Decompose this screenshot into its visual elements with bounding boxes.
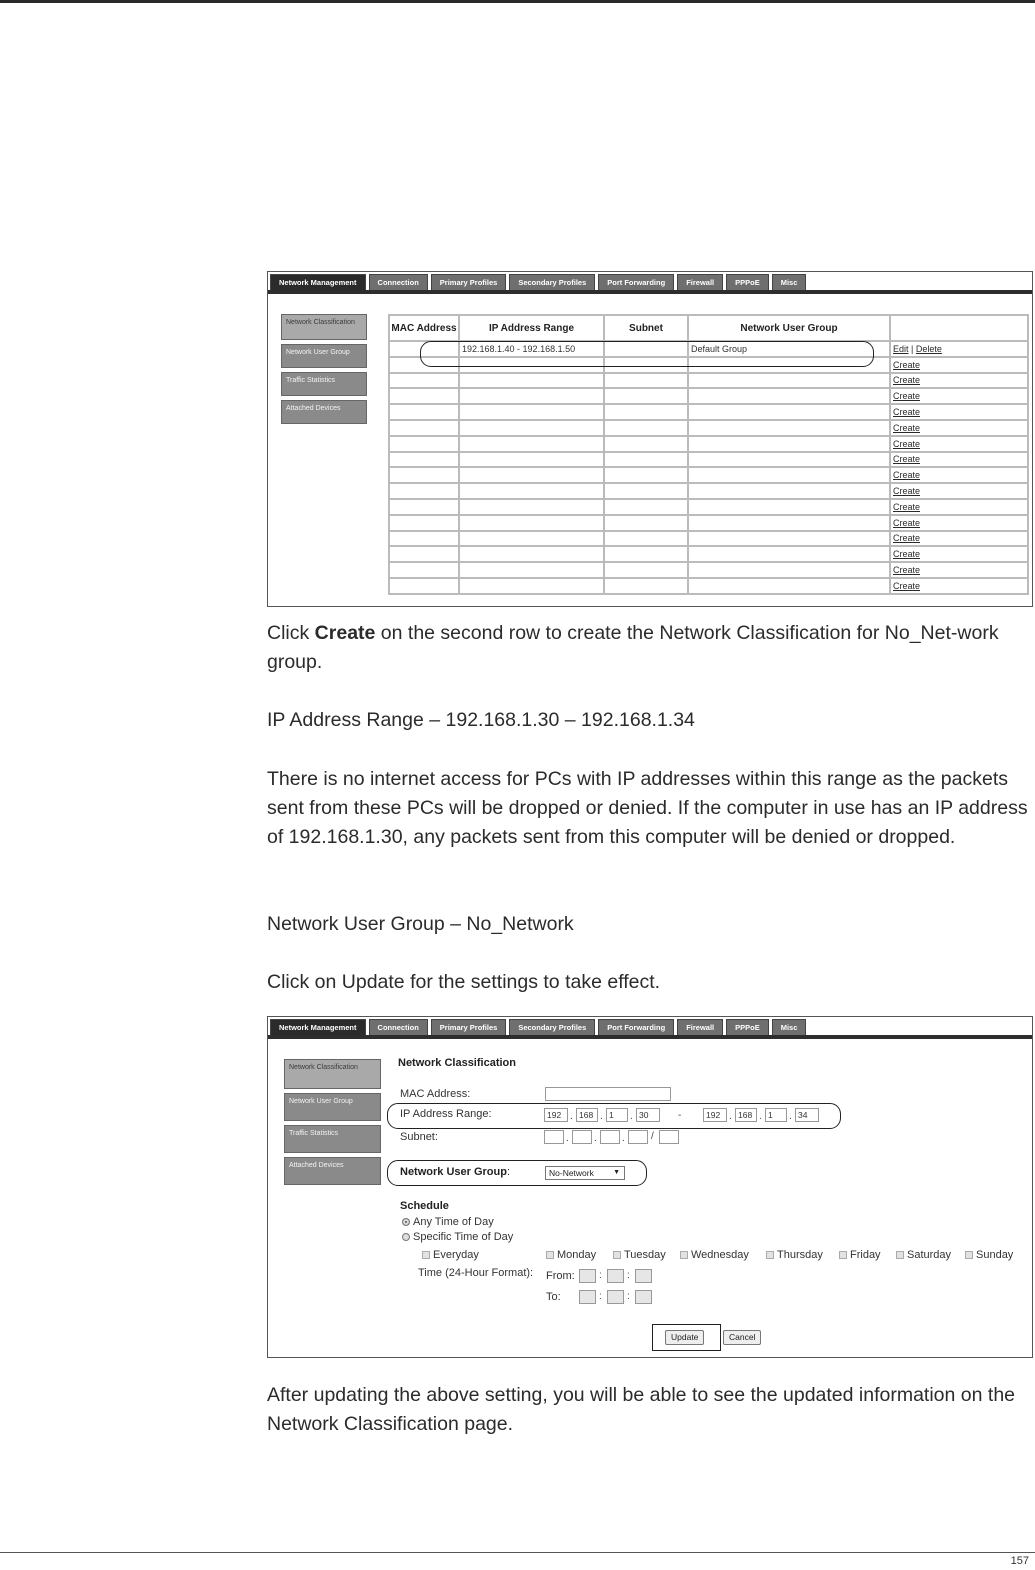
delete-link[interactable]: Delete — [915, 343, 942, 354]
cell-mac — [389, 404, 459, 420]
column-header-actions — [890, 315, 1028, 341]
to-hour-field[interactable] — [579, 1290, 596, 1304]
tab-primary-profiles[interactable]: Primary Profiles — [431, 274, 507, 290]
checkbox-sunday-label: Sunday — [976, 1249, 1014, 1261]
sidebar — [281, 314, 367, 428]
cell-actions — [890, 499, 1028, 515]
radio-any-time[interactable] — [402, 1216, 494, 1228]
cell-subnet — [604, 404, 688, 420]
checkbox-icon — [766, 1251, 774, 1259]
cell-actions — [890, 420, 1028, 436]
tab-port-forwarding[interactable]: Port Forwarding — [598, 1019, 674, 1035]
table-row — [389, 420, 1028, 436]
create-link[interactable]: Create — [893, 454, 921, 465]
checkbox-saturday[interactable] — [896, 1249, 951, 1261]
column-header-network-user-group: Network User Group — [688, 315, 890, 341]
paragraph-ip-range: IP Address Range – 192.168.1.30 – 192.168.1.34 — [267, 709, 695, 731]
ip-from-octet-2[interactable]: 168 — [576, 1108, 598, 1122]
tab-secondary-profiles[interactable]: Secondary Profiles — [509, 274, 595, 290]
table-row — [389, 404, 1028, 420]
cell-actions — [890, 562, 1028, 578]
cell-actions — [890, 436, 1028, 452]
cell-network-user-group — [688, 483, 890, 499]
cell-subnet — [604, 546, 688, 562]
select-value: No-Network — [549, 1168, 594, 1178]
cell-ip-range — [459, 467, 604, 483]
ip-to-octet-4[interactable]: 34 — [795, 1108, 819, 1122]
form-title: Network Classification — [398, 1057, 516, 1069]
cell-ip-range — [459, 515, 604, 531]
tab-secondary-profiles[interactable]: Secondary Profiles — [509, 1019, 595, 1035]
sidebar-item-network-user-group[interactable]: Network User Group — [281, 344, 367, 368]
sidebar-item-attached-devices[interactable]: Attached Devices — [284, 1157, 381, 1185]
subnet-octet-1[interactable] — [544, 1130, 564, 1144]
sidebar-item-network-user-group[interactable]: Network User Group — [284, 1093, 381, 1121]
network-classification-form-screenshot — [267, 1016, 1033, 1358]
network-classification-list-screenshot — [267, 271, 1033, 607]
cell-subnet — [604, 578, 688, 594]
tab-bar — [268, 1017, 1032, 1039]
tab-pppoe[interactable]: PPPoE — [726, 1019, 769, 1035]
edit-link[interactable]: Edit — [893, 343, 909, 354]
cell-mac — [389, 578, 459, 594]
cell-actions — [890, 357, 1028, 373]
cell-ip-range — [459, 531, 604, 547]
table-row — [389, 546, 1028, 562]
tab-network-management[interactable]: Network Management — [270, 274, 366, 290]
from-label: From: — [546, 1270, 575, 1282]
cell-subnet — [604, 483, 688, 499]
cell-actions — [890, 531, 1028, 547]
octet-dot: . — [630, 1111, 633, 1122]
from-hour-field[interactable] — [579, 1269, 596, 1283]
from-minute-field[interactable] — [607, 1269, 624, 1283]
checkbox-icon — [896, 1251, 904, 1259]
highlight-oval — [420, 341, 874, 367]
cell-subnet — [604, 452, 688, 468]
table-row — [389, 578, 1028, 594]
tab-primary-profiles[interactable]: Primary Profiles — [431, 1019, 507, 1035]
checkbox-thursday-label: Thursday — [777, 1249, 823, 1261]
cell-subnet — [604, 499, 688, 515]
checkbox-icon — [546, 1251, 554, 1259]
cell-mac — [389, 373, 459, 389]
sidebar-item-network-classification[interactable]: Network Classification — [281, 314, 367, 340]
table-row — [389, 388, 1028, 404]
checkbox-friday[interactable] — [839, 1249, 881, 1261]
cell-mac — [389, 452, 459, 468]
radio-selected-icon — [402, 1218, 410, 1226]
mac-address-field[interactable] — [545, 1087, 671, 1101]
create-link[interactable]: Create — [893, 438, 921, 449]
tab-bar — [268, 272, 1032, 294]
text-run: on the second row to create the Network Classification for No_Net-work group. — [267, 622, 999, 673]
bottom-rule — [0, 1552, 1035, 1553]
tab-misc[interactable]: Misc — [772, 1019, 807, 1035]
ip-from-octet-4[interactable]: 30 — [636, 1108, 660, 1122]
octet-dot: . — [570, 1111, 573, 1122]
cell-actions — [890, 578, 1028, 594]
cell-actions — [890, 373, 1028, 389]
checkbox-icon — [613, 1251, 621, 1259]
cell-mac — [389, 562, 459, 578]
checkbox-icon — [680, 1251, 688, 1259]
cell-network-user-group: Default Group — [688, 341, 890, 357]
to-label: To: — [546, 1291, 561, 1303]
to-second-field[interactable] — [635, 1290, 652, 1304]
table-row — [389, 373, 1028, 389]
cell-ip-range — [459, 436, 604, 452]
subnet-slash: / — [651, 1131, 654, 1142]
checkbox-icon — [965, 1251, 973, 1259]
cell-network-user-group — [688, 515, 890, 531]
sidebar-item-attached-devices[interactable]: Attached Devices — [281, 400, 367, 424]
network-user-group-label-text: Network User Group — [400, 1166, 507, 1178]
cell-network-user-group — [688, 562, 890, 578]
create-link[interactable]: Create — [893, 470, 921, 481]
tab-port-forwarding[interactable]: Port Forwarding — [598, 274, 674, 290]
octet-dot: . — [729, 1111, 732, 1122]
cell-network-user-group — [688, 404, 890, 420]
checkbox-icon — [422, 1251, 430, 1259]
create-link[interactable]: Create — [893, 580, 921, 591]
cell-ip-range — [459, 452, 604, 468]
highlight-oval-ip — [387, 1103, 841, 1129]
table-row — [389, 515, 1028, 531]
cell-subnet — [604, 373, 688, 389]
tab-network-management[interactable]: Network Management — [270, 1019, 366, 1035]
radio-specific-time[interactable] — [402, 1231, 513, 1243]
to-minute-field[interactable] — [607, 1290, 624, 1304]
create-link[interactable]: Create — [893, 359, 921, 370]
cell-subnet — [604, 420, 688, 436]
checkbox-monday[interactable] — [546, 1249, 596, 1261]
cell-ip-range — [459, 499, 604, 515]
ip-range-dash: - — [678, 1110, 682, 1121]
cell-network-user-group — [688, 467, 890, 483]
column-header-mac: MAC Address — [389, 315, 459, 341]
cell-actions — [890, 467, 1028, 483]
cell-subnet — [604, 531, 688, 547]
table-row — [389, 483, 1028, 499]
table-row — [389, 467, 1028, 483]
cell-network-user-group — [688, 388, 890, 404]
create-link[interactable]: Create — [893, 501, 921, 512]
checkbox-saturday-label: Saturday — [907, 1249, 952, 1261]
octet-dot: . — [759, 1111, 762, 1122]
update-button[interactable]: Update — [665, 1330, 704, 1345]
checkbox-wednesday-label: Wednesday — [691, 1249, 749, 1261]
ip-to-octet-3[interactable]: 1 — [765, 1108, 787, 1122]
cell-actions — [890, 483, 1028, 499]
create-link[interactable]: Create — [893, 565, 921, 576]
create-link[interactable]: Create — [893, 549, 921, 560]
create-link[interactable]: Create — [893, 517, 921, 528]
cell-actions — [890, 388, 1028, 404]
octet-dot: . — [594, 1133, 597, 1144]
time-colon: : — [627, 1270, 630, 1281]
checkbox-wednesday[interactable] — [680, 1249, 749, 1261]
cell-mac — [389, 420, 459, 436]
cell-mac — [389, 388, 459, 404]
octet-dot: . — [789, 1111, 792, 1122]
cell-network-user-group — [688, 452, 890, 468]
cell-actions — [890, 452, 1028, 468]
ip-from-octet-1[interactable]: 192 — [544, 1108, 568, 1122]
sidebar-item-network-classification[interactable]: Network Classification — [284, 1059, 381, 1089]
cell-mac — [389, 515, 459, 531]
table-row — [389, 436, 1028, 452]
ip-from-octet-3[interactable]: 1 — [606, 1108, 628, 1122]
cell-network-user-group — [688, 373, 890, 389]
table-row — [389, 531, 1028, 547]
cell-actions — [890, 546, 1028, 562]
table-row — [389, 499, 1028, 515]
cell-subnet — [604, 515, 688, 531]
cell-mac — [389, 436, 459, 452]
radio-specific-time-label: Specific Time of Day — [413, 1231, 514, 1243]
page-number: 157 — [1010, 1555, 1029, 1567]
octet-dot: . — [622, 1133, 625, 1144]
tab-connection[interactable]: Connection — [369, 274, 428, 290]
tab-misc[interactable]: Misc — [772, 274, 807, 290]
subnet-octet-4[interactable] — [628, 1130, 648, 1144]
cell-ip-range: 192.168.1.40 - 192.168.1.50 — [459, 341, 604, 357]
time-colon: : — [627, 1291, 630, 1302]
subnet-octet-2[interactable] — [572, 1130, 592, 1144]
create-link[interactable]: Create — [893, 533, 921, 544]
cell-network-user-group — [688, 531, 890, 547]
ip-to-octet-2[interactable]: 168 — [735, 1108, 757, 1122]
checkbox-icon — [839, 1251, 847, 1259]
tab-firewall[interactable]: Firewall — [677, 1019, 723, 1035]
radio-unselected-icon — [402, 1233, 410, 1241]
cell-ip-range — [459, 373, 604, 389]
sidebar-item-traffic-statistics[interactable]: Traffic Statistics — [281, 372, 367, 396]
cell-ip-range — [459, 404, 604, 420]
octet-dot: . — [600, 1111, 603, 1122]
ip-range-label: IP Address Range: — [400, 1108, 492, 1120]
cell-network-user-group — [688, 420, 890, 436]
paragraph-click-create — [267, 619, 1035, 677]
checkbox-tuesday[interactable] — [613, 1249, 666, 1261]
table-row — [389, 562, 1028, 578]
from-second-field[interactable] — [635, 1269, 652, 1283]
paragraph-network-user-group: Network User Group – No_Network — [267, 913, 574, 935]
paragraph-no-access: There is no internet access for PCs with IP addresses within this range as the packets sent from these PCs will be dropped or denied. If the computer in use has an IP address of 192.168.1.30, any packets sent from this computer will be denied or dropped. — [267, 768, 1028, 848]
table-row — [389, 452, 1028, 468]
mac-address-label: MAC Address: — [400, 1088, 471, 1100]
sidebar — [284, 1059, 381, 1189]
label-colon: : — [506, 1166, 511, 1178]
checkbox-everyday-label: Everyday — [433, 1249, 479, 1261]
time-format-label: Time (24-Hour Format): — [418, 1267, 534, 1279]
highlight-box-update — [652, 1324, 721, 1351]
checkbox-sunday[interactable] — [965, 1249, 1013, 1261]
radio-any-time-label: Any Time of Day — [413, 1216, 494, 1228]
cell-actions — [890, 341, 1028, 357]
tab-firewall[interactable]: Firewall — [677, 274, 723, 290]
cell-mac — [389, 483, 459, 499]
paragraph-click-update: Click on Update for the settings to take effect. — [267, 971, 661, 993]
cell-ip-range — [459, 420, 604, 436]
cell-subnet — [604, 467, 688, 483]
cell-network-user-group — [688, 546, 890, 562]
create-link[interactable]: Create — [893, 486, 921, 497]
action-separator: | — [911, 343, 914, 354]
text-bold-create: Create — [314, 622, 376, 644]
cell-ip-range — [459, 562, 604, 578]
chevron-down-icon: ▼ — [613, 1169, 620, 1176]
checkbox-friday-label: Friday — [850, 1249, 881, 1261]
cell-mac — [389, 546, 459, 562]
checkbox-everyday[interactable] — [422, 1249, 479, 1261]
schedule-title: Schedule — [400, 1200, 449, 1212]
subnet-label: Subnet: — [400, 1131, 438, 1143]
cell-subnet — [604, 436, 688, 452]
cell-network-user-group — [688, 578, 890, 594]
cell-actions — [890, 404, 1028, 420]
cell-mac — [389, 467, 459, 483]
create-link[interactable]: Create — [893, 422, 921, 433]
cancel-button[interactable]: Cancel — [723, 1330, 761, 1345]
cell-network-user-group — [688, 499, 890, 515]
cell-mac — [389, 499, 459, 515]
cell-ip-range — [459, 483, 604, 499]
subnet-prefix[interactable] — [659, 1130, 679, 1144]
time-colon: : — [599, 1291, 602, 1302]
top-rule — [0, 0, 1035, 3]
create-link[interactable]: Create — [893, 391, 921, 402]
cell-ip-range — [459, 388, 604, 404]
create-link[interactable]: Create — [893, 407, 921, 418]
octet-dot: . — [566, 1133, 569, 1144]
subnet-octet-3[interactable] — [600, 1130, 620, 1144]
cell-subnet — [604, 388, 688, 404]
column-header-ip-range: IP Address Range — [459, 315, 604, 341]
column-header-subnet: Subnet — [604, 315, 688, 341]
cell-ip-range — [459, 578, 604, 594]
text-run: Click — [267, 622, 315, 644]
highlight-oval-group — [387, 1160, 647, 1186]
checkbox-tuesday-label: Tuesday — [624, 1249, 666, 1261]
time-colon: : — [599, 1270, 602, 1281]
checkbox-monday-label: Monday — [557, 1249, 597, 1261]
cell-mac — [389, 531, 459, 547]
cell-ip-range — [459, 546, 604, 562]
ip-to-octet-1[interactable]: 192 — [703, 1108, 727, 1122]
sidebar-item-traffic-statistics[interactable]: Traffic Statistics — [284, 1125, 381, 1153]
tab-pppoe[interactable]: PPPoE — [726, 274, 769, 290]
tab-connection[interactable]: Connection — [369, 1019, 428, 1035]
cell-network-user-group — [688, 436, 890, 452]
create-link[interactable]: Create — [893, 375, 921, 386]
paragraph-after-update: After updating the above setting, you will be able to see the updated information on the Network Classification page. — [267, 1384, 1016, 1435]
cell-actions — [890, 515, 1028, 531]
checkbox-thursday[interactable] — [766, 1249, 823, 1261]
cell-subnet — [604, 562, 688, 578]
